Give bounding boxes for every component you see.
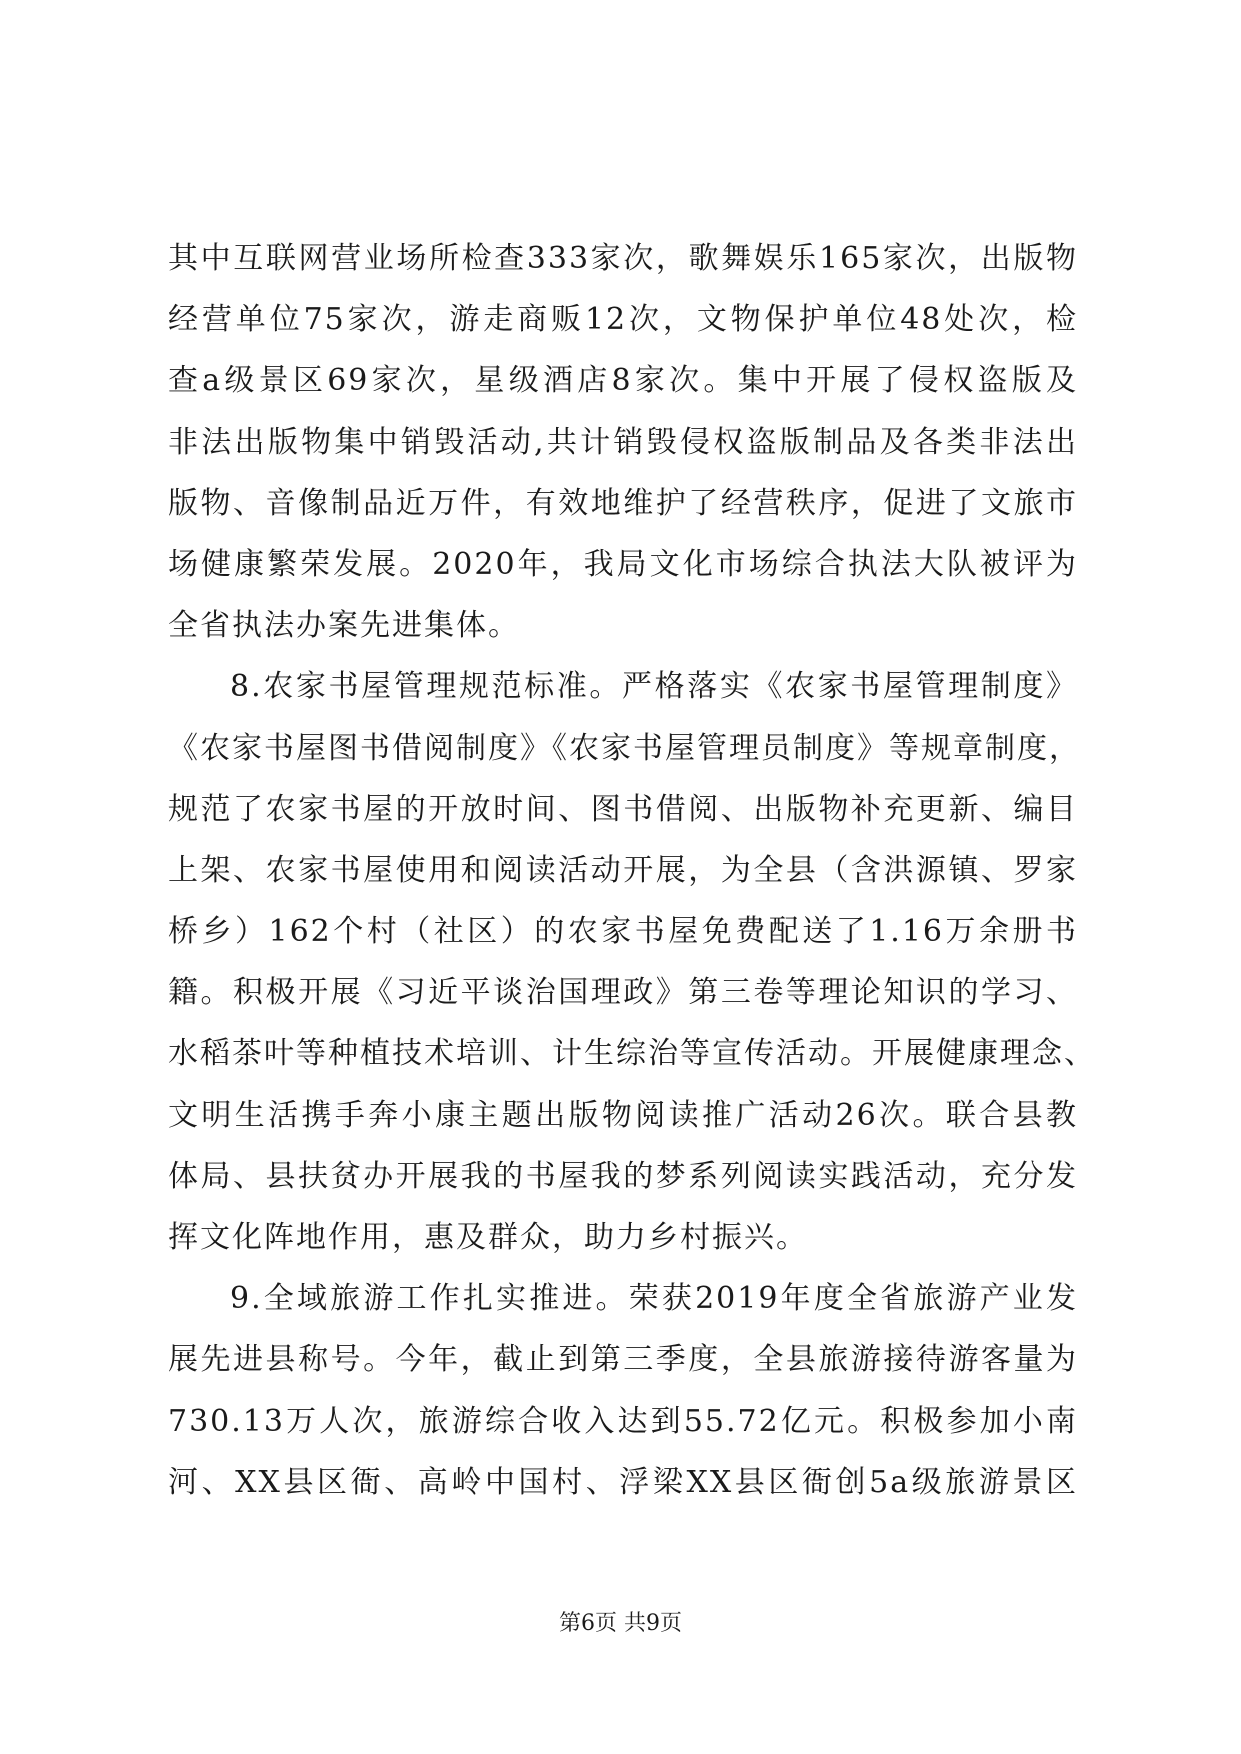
text-line: 挥文化阵地作用，惠及群众，助力乡村振兴。: [168, 1220, 808, 1255]
text-line: 河、XX县区衙、高岭中国村、浮梁XX县区衙创5a级旅游景区: [168, 1464, 1078, 1500]
text-line: 《农家书屋图书借阅制度》《农家书屋管理员制度》等规章制度，: [168, 730, 1081, 766]
text-line: 展先进县称号。今年，截止到第三季度，全县旅游接待游客量为: [168, 1342, 1078, 1378]
text-line: 730.13万人次，旅游综合收入达到55.72亿元。积极参加小南: [168, 1403, 1078, 1439]
text-line: 全省执法办案先进集体。: [168, 608, 520, 644]
text-line: 其中互联网营业场所检查333家次，歌舞娱乐165家次，出版物: [168, 241, 1078, 276]
text-line: 上架、农家书屋使用和阅读活动开展，为全县（含洪源镇、罗家: [168, 852, 1078, 888]
text-line: 规范了农家书屋的开放时间、图书借阅、出版物补充更新、编目: [168, 791, 1078, 827]
text-line: 体局、县扶贫办开展我的书屋我的梦系列阅读实践活动，充分发: [168, 1158, 1078, 1194]
text-line: 籍。积极开展《习近平谈治国理政》第三卷等理论知识的学习、: [168, 975, 1078, 1011]
document-body: [168, 228, 1096, 1513]
text-line: 文明生活携手奔小康主题出版物阅读推广活动26次。联合县教: [168, 1097, 1078, 1133]
text-line: 经营单位75家次，游走商贩12次，文物保护单位48处次，检: [168, 302, 1078, 338]
text-line: 9.全域旅游工作扎实推进。荣获2019年度全省旅游产业发: [230, 1281, 1078, 1317]
text-line: 8.农家书屋管理规范标准。严格落实《农家书屋管理制度》: [230, 669, 1078, 705]
text-line: 查a级景区69家次，星级酒店8家次。集中开展了侵权盗版及: [168, 363, 1078, 399]
text-line: 非法出版物集中销毁活动,共计销毁侵权盗版制品及各类非法出: [168, 424, 1078, 460]
text-line: 桥乡）162个村（社区）的农家书屋免费配送了1.16万余册书: [168, 914, 1078, 950]
text-line: 水稻茶叶等种植技术培训、计生综治等宣传活动。开展健康理念、: [168, 1036, 1096, 1072]
page-footer: [0, 1610, 1241, 1638]
text-line: 版物、音像制品近万件，有效地维护了经营秩序，促进了文旅市: [168, 485, 1078, 521]
page-number-label: 第6页 共9页: [559, 1611, 682, 1636]
text-line: 场健康繁荣发展。2020年，我局文化市场综合执法大队被评为: [168, 546, 1078, 582]
